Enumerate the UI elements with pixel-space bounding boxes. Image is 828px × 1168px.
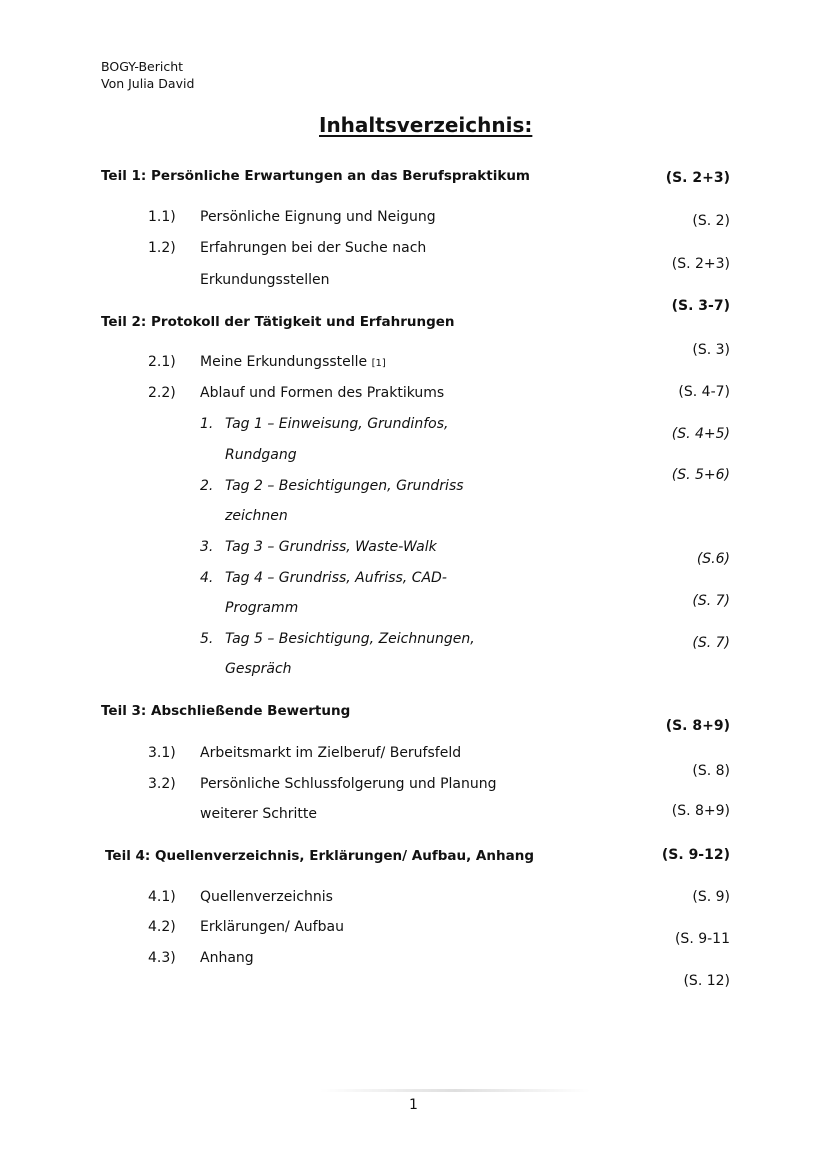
day-2-text-cont: zeichnen	[225, 508, 288, 524]
day-2-pages: (S. 5+6)	[671, 467, 730, 483]
day-2-text: Tag 2 – Besichtigungen, Grundriss	[225, 478, 464, 494]
item-3-2-pages: (S. 8+9)	[671, 803, 730, 819]
item-4-3-number: 4.3)	[148, 950, 176, 966]
section-4-pages: (S. 9-12)	[661, 847, 730, 863]
section-2-pages: (S. 3-7)	[671, 298, 730, 314]
author-line: Von Julia David	[101, 76, 195, 91]
day-3-number: 3.	[200, 539, 214, 555]
item-2-1-text: Meine Erkundungsstelle	[200, 354, 368, 370]
item-3-1-pages: (S. 8)	[692, 763, 730, 779]
item-4-1-text: Quellenverzeichnis	[200, 889, 333, 905]
report-title: BOGY-Bericht	[101, 59, 184, 74]
day-5-text: Tag 5 – Besichtigung, Zeichnungen,	[225, 631, 475, 647]
day-1-number: 1.	[200, 416, 214, 432]
item-2-1-pages: (S. 3)	[692, 342, 730, 358]
item-1-1-text: Persönliche Eignung und Neigung	[200, 209, 436, 225]
day-1-pages: (S. 4+5)	[671, 426, 730, 442]
page-title: Inhaltsverzeichnis:	[319, 113, 533, 137]
scan-artifact-line	[320, 1089, 590, 1092]
item-4-3-text: Anhang	[200, 950, 254, 966]
day-4-text: Tag 4 – Grundriss, Aufriss, CAD-	[225, 570, 447, 586]
day-5-text-cont: Gespräch	[225, 661, 292, 677]
item-1-2-pages: (S. 2+3)	[671, 256, 730, 272]
item-2-2-pages: (S. 4-7)	[678, 384, 730, 400]
day-1-text: Tag 1 – Einweisung, Grundinfos,	[225, 416, 449, 432]
section-3-pages: (S. 8+9)	[665, 718, 730, 734]
footnote-marker: [1]	[371, 358, 386, 369]
item-3-1-text: Arbeitsmarkt im Zielberuf/ Berufsfeld	[200, 745, 462, 761]
item-4-2-number: 4.2)	[148, 919, 176, 935]
item-2-2-text: Ablauf und Formen des Praktikums	[200, 385, 445, 401]
day-3-pages: (S.6)	[696, 551, 730, 567]
item-3-2-text-cont: weiterer Schritte	[200, 806, 318, 822]
item-2-1-number: 2.1)	[148, 354, 176, 370]
item-1-1-number: 1.1)	[148, 209, 176, 225]
item-1-2-number: 1.2)	[148, 240, 176, 256]
page-number: 1	[409, 1097, 418, 1113]
item-4-1-number: 4.1)	[148, 889, 176, 905]
section-4-heading: Teil 4: Quellenverzeichnis, Erklärungen/ Aufbau, Anhang	[105, 848, 534, 864]
item-3-2-number: 3.2)	[148, 776, 176, 792]
item-4-3-pages: (S. 12)	[683, 973, 730, 989]
day-5-number: 5.	[200, 631, 214, 647]
day-4-pages: (S. 7)	[692, 593, 730, 609]
day-4-text-cont: Programm	[225, 600, 299, 616]
item-2-1-text-row	[200, 354, 386, 370]
section-3-heading: Teil 3: Abschließende Bewertung	[101, 703, 351, 719]
item-2-2-number: 2.2)	[148, 385, 176, 401]
section-2-heading: Teil 2: Protokoll der Tätigkeit und Erfahrungen	[101, 314, 455, 330]
section-1-heading: Teil 1: Persönliche Erwartungen an das Berufspraktikum	[101, 168, 530, 184]
day-2-number: 2.	[200, 478, 214, 494]
item-4-2-text: Erklärungen/ Aufbau	[200, 919, 344, 935]
item-4-2-pages: (S. 9-11	[674, 931, 730, 947]
section-1-pages: (S. 2+3)	[665, 170, 730, 186]
item-1-1-pages: (S. 2)	[692, 213, 730, 229]
item-4-1-pages: (S. 9)	[692, 889, 730, 905]
item-3-1-number: 3.1)	[148, 745, 176, 761]
item-3-2-text: Persönliche Schlussfolgerung und Planung	[200, 776, 497, 792]
item-1-2-text-cont: Erkundungsstellen	[200, 272, 330, 288]
item-1-2-text: Erfahrungen bei der Suche nach	[200, 240, 427, 256]
day-5-pages: (S. 7)	[692, 635, 730, 651]
day-3-text: Tag 3 – Grundriss, Waste-Walk	[225, 539, 437, 555]
day-4-number: 4.	[200, 570, 214, 586]
day-1-text-cont: Rundgang	[225, 447, 297, 463]
